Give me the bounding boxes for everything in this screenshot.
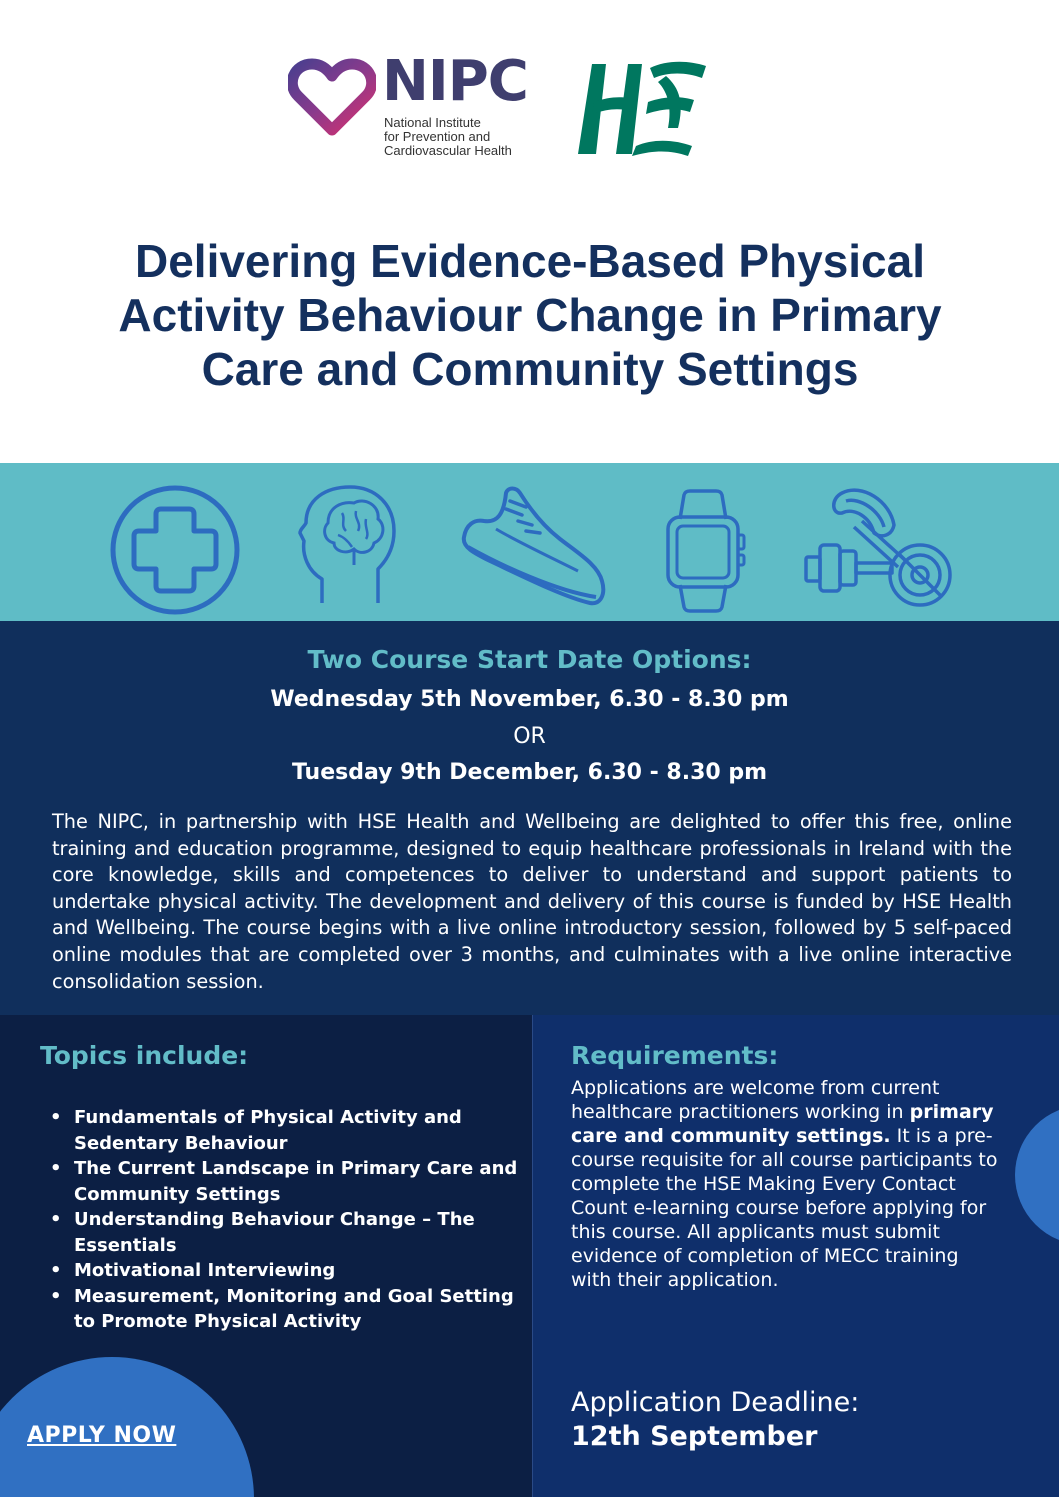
- nipc-subtitle-line: Cardiovascular Health: [384, 143, 512, 158]
- requirements-text-part: Applications are welcome from current healthcare practitioners working in: [571, 1077, 940, 1123]
- topics-list: [48, 1105, 528, 1335]
- apply-now-link[interactable]: APPLY NOW: [27, 1423, 177, 1448]
- smartwatch-icon: [664, 489, 746, 615]
- topic-text: Understanding Behaviour Change – The Essentials: [74, 1209, 475, 1256]
- course-dates-heading: Two Course Start Date Options:: [307, 645, 752, 674]
- bullet-icon: •: [50, 1260, 62, 1281]
- page-title: [60, 234, 1000, 396]
- topic-text: Measurement, Monitoring and Goal Setting to Promote Physical Activity: [74, 1285, 514, 1332]
- bullet-icon: •: [50, 1107, 62, 1128]
- nipc-subtitle-line: for Prevention and: [384, 129, 491, 144]
- circle-decoration: [1015, 1105, 1059, 1245]
- topics-heading: Topics include:: [40, 1041, 249, 1070]
- title-line: Delivering Evidence-Based Physical: [134, 235, 926, 287]
- course-info-section: [0, 621, 1059, 1015]
- requirements-panel: [532, 1015, 1059, 1497]
- list-item: [48, 1156, 528, 1207]
- bullet-icon: •: [50, 1209, 62, 1230]
- requirements-text-part: It is a pre-course requisite for all course participants to complete the HSE Making Every Contact Count e-learning course before applying for this course. All applicants must submit evidence of completion of MECC training with their application.: [571, 1125, 998, 1291]
- list-item: [48, 1258, 528, 1284]
- topic-text: The Current Landscape in Primary Care and Community Settings: [74, 1158, 518, 1205]
- topic-text: Motivational Interviewing: [74, 1260, 336, 1281]
- course-date-separator: OR: [513, 724, 546, 749]
- course-date-option-1: Wednesday 5th November, 6.30 - 8.30 pm: [270, 687, 789, 712]
- dumbbell-icon: [802, 487, 954, 611]
- list-item: [48, 1105, 528, 1156]
- icon-band: [0, 463, 1059, 621]
- requirements-emphasis: primary care and community settings.: [571, 1101, 994, 1147]
- hse-logo: [570, 58, 710, 158]
- nipc-subtitle-line: National Institute: [384, 115, 481, 130]
- topic-text: Fundamentals of Physical Activity and Sedentary Behaviour: [74, 1107, 462, 1154]
- bullet-icon: •: [50, 1158, 62, 1179]
- nipc-subtitle: [384, 116, 544, 158]
- topics-panel: [0, 1015, 532, 1497]
- brain-head-icon: [298, 483, 398, 609]
- title-line: Activity Behaviour Change in Primary: [118, 289, 942, 341]
- requirements-text: [571, 1076, 1001, 1292]
- medical-cross-icon: [108, 483, 242, 617]
- course-date-option-2: Tuesday 9th December, 6.30 - 8.30 pm: [291, 760, 768, 785]
- nipc-logo: [288, 49, 538, 162]
- list-item: [48, 1207, 528, 1258]
- list-item: [48, 1284, 528, 1335]
- nipc-wordmark: NIPC: [382, 49, 528, 114]
- requirements-heading: Requirements:: [571, 1041, 779, 1070]
- course-description: The NIPC, in partnership with HSE Health and Wellbeing are delighted to offer this free, online training and education programme, designed to equip healthcare professionals in Ireland with the core knowledge, skills and competences to deliver to understand and support patients to undertake physical activity. The development and delivery of this course is funded by HSE Health and Wellbeing. The course begins with a live online introductory session, followed by 5 self-paced online modules that are completed over 3 months, and culminates with a live online interactive consolidation session.: [52, 810, 1012, 993]
- title-line: Care and Community Settings: [201, 343, 859, 395]
- running-shoe-icon: [460, 485, 608, 611]
- heart-logo-icon: [288, 58, 376, 138]
- header: [0, 0, 1059, 463]
- deadline-label: Application Deadline:: [571, 1387, 860, 1418]
- deadline-date: 12th September: [571, 1421, 818, 1452]
- bullet-icon: •: [50, 1285, 62, 1307]
